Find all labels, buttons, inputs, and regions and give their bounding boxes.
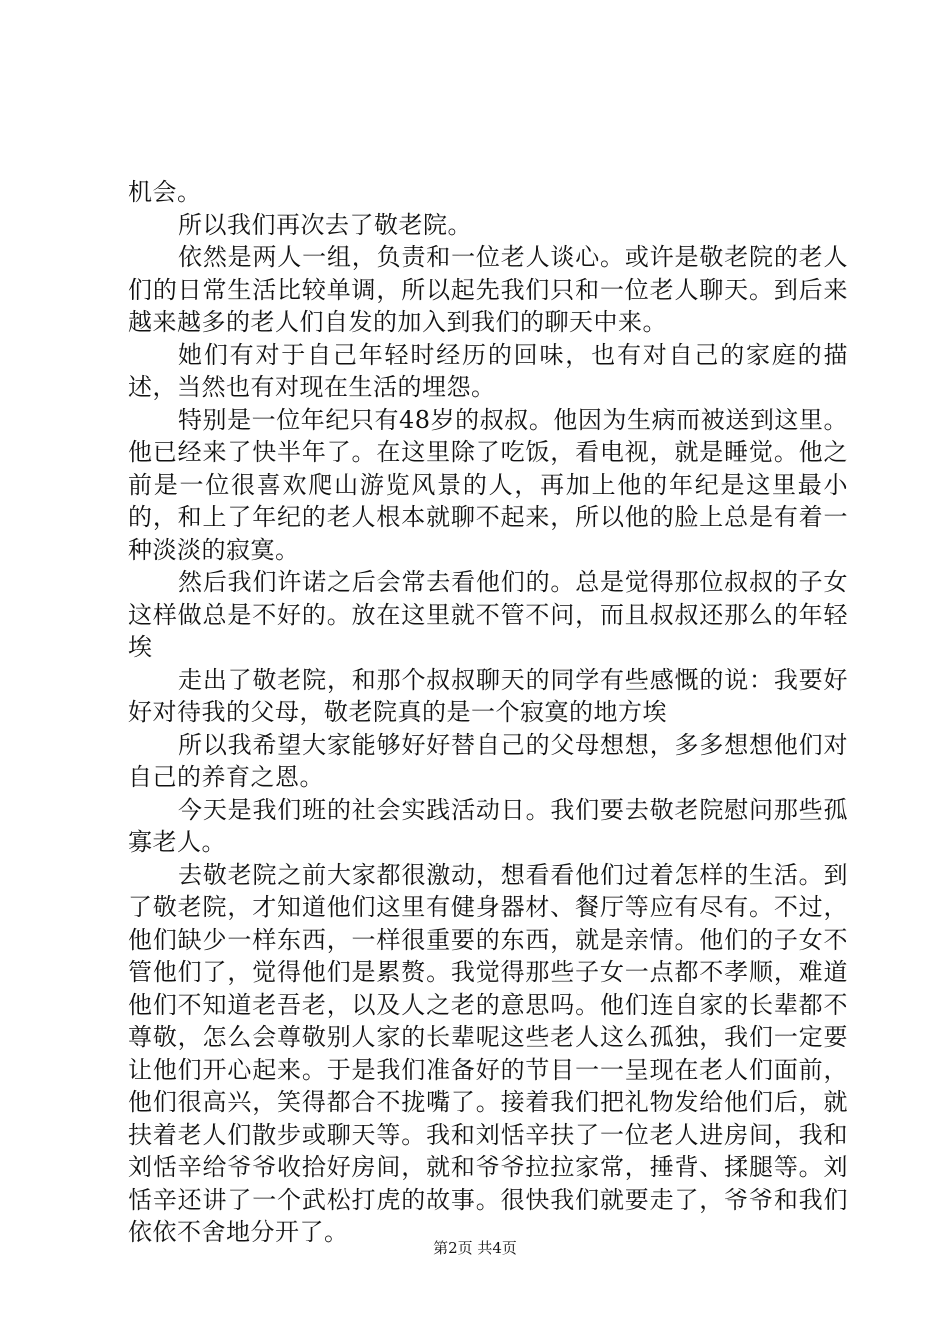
paragraph: 走出了敬老院，和那个叔叔聊天的同学有些感慨的说：我要好好对待我的父母，敬老院真的是一个寂寞的地方埃 bbox=[128, 665, 848, 726]
page-number-footer: 第2页 共4页 bbox=[433, 1239, 517, 1257]
paragraph: 今天是我们班的社会实践活动日。我们要去敬老院慰问那些孤寡老人。 bbox=[128, 795, 848, 856]
paragraph: 所以我们再次去了敬老院。 bbox=[178, 210, 472, 239]
paragraph: 然后我们许诺之后会常去看他们的。总是觉得那位叔叔的子女这样做总是不好的。放在这里就不管不问，而且叔叔还那么的年轻埃 bbox=[128, 568, 848, 661]
paragraph-continuation: 机会。 bbox=[128, 178, 202, 206]
paragraph: 她们有对于自己年轻时经历的回味，也有对自己的家庭的描述，当然也有对现在生活的埋怨。 bbox=[128, 340, 848, 401]
paragraph: 特别是一位年纪只有48岁的叔叔。他因为生病而被送到这里。他已经来了快半年了。在这里除了吃饭，看电视，就是睡觉。他之前是一位很喜欢爬山游览风景的人，再加上他的年纪是这里最小的，和上了年纪的老人根本就聊不起来，所以他的脸上总是有着一种淡淡的寂寞。 bbox=[128, 405, 848, 564]
paragraph: 所以我希望大家能够好好替自己的父母想想，多多想想他们对自己的养育之恩。 bbox=[128, 730, 848, 791]
paragraph: 依然是两人一组，负责和一位老人谈心。或许是敬老院的老人们的日常生活比较单调，所以起先我们只和一位老人聊天。到后来越来越多的老人们自发的加入到我们的聊天中来。 bbox=[128, 243, 848, 336]
paragraph: 去敬老院之前大家都很激动，想看看他们过着怎样的生活。到了敬老院，才知道他们这里有健身器材、餐厅等应有尽有。不过，他们缺少一样东西，一样很重要的东西，就是亲情。他们的子女不管他们了，觉得他们是累赘。我觉得那些子女一点都不孝顺，难道他们不知道老吾老，以及人之老的意思吗。他们连自家的长辈都不尊敬，怎么会尊敬别人家的长辈呢这些老人这么孤独，我们一定要让他们开心起来。于是我们准备好的节目一一呈现在老人们面前，他们很高兴，笑得都合不拢嘴了。接着我们把礼物发给他们后，就扶着老人们散步或聊天等。我和刘恬辛扶了一位老人进房间，我和刘恬辛给爷爷收拾好房间，就和爷爷拉拉家常，捶背、揉腿等。刘恬辛还讲了一个武松打虎的故事。很快我们就要走了，爷爷和我们依依不舍地分开了。 bbox=[128, 860, 848, 1246]
document-body bbox=[128, 176, 848, 1249]
